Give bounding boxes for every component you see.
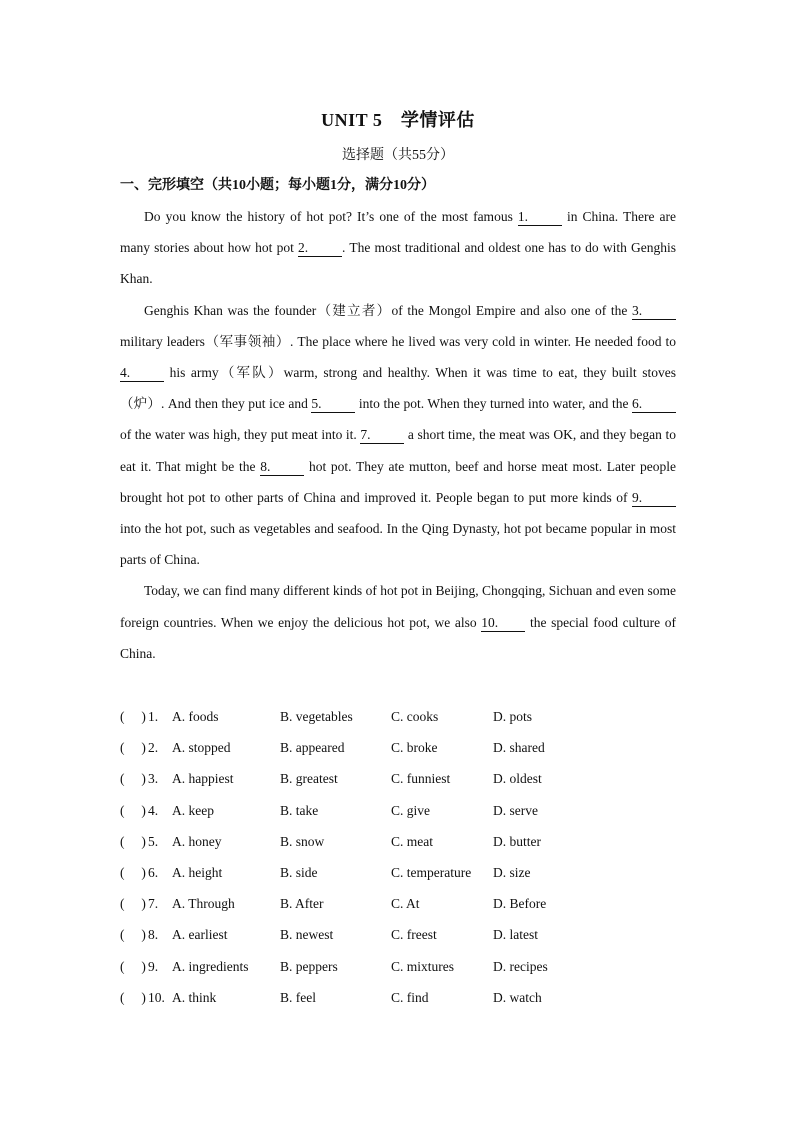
answer-box[interactable]: ( ) xyxy=(120,927,146,943)
option-d[interactable]: D. size xyxy=(493,864,531,880)
blank-10[interactable]: 10. xyxy=(481,615,525,632)
option-a[interactable]: A. Through xyxy=(172,896,235,912)
option-c[interactable]: C. cooks xyxy=(391,709,439,724)
passage-text: into the hot pot, such as vegetables and seafood. In the Qing Dynasty, hot pot became popular in most parts of China. xyxy=(120,521,676,568)
question-number: 4. xyxy=(148,802,159,818)
question-number: 9. xyxy=(148,958,159,974)
option-a[interactable]: A. earliest xyxy=(172,927,228,943)
blank-8[interactable]: 8. xyxy=(260,459,304,476)
option-b[interactable]: B. peppers xyxy=(280,958,338,974)
option-b[interactable]: B. side xyxy=(280,864,318,880)
option-d[interactable]: D. Before xyxy=(493,896,547,912)
blank-4[interactable]: 4. xyxy=(120,365,164,382)
option-b[interactable]: B. take xyxy=(280,802,319,818)
passage-text: the special food culture of China. xyxy=(120,614,676,661)
answer-box[interactable]: ( ) xyxy=(120,802,146,818)
question-row xyxy=(120,888,676,919)
question-number: 2. xyxy=(148,740,159,756)
question-number: 3. xyxy=(148,771,159,787)
option-d[interactable]: D. serve xyxy=(493,802,538,818)
option-c[interactable]: C. find xyxy=(391,989,429,1005)
answer-box[interactable]: ( ) xyxy=(120,989,146,1005)
page-subtitle: 选择题（共55分） xyxy=(342,148,454,163)
question-row xyxy=(120,919,676,950)
passage-paragraph-2 xyxy=(120,295,676,576)
page-title: UNIT 5 学情评估 xyxy=(321,110,475,130)
question-row xyxy=(120,763,676,794)
passage-text: Do you know the history of hot pot? It’s one of the most famous xyxy=(144,209,518,224)
question-row xyxy=(120,982,676,1013)
question-row xyxy=(120,795,676,826)
question-row xyxy=(120,732,676,763)
option-c[interactable]: C. temperature xyxy=(391,864,472,880)
option-a[interactable]: A. think xyxy=(172,989,217,1005)
option-c[interactable]: C. mixtures xyxy=(391,958,454,974)
answer-box[interactable]: ( ) xyxy=(120,833,146,849)
option-a[interactable]: A. stopped xyxy=(172,740,231,756)
blank-9[interactable]: 9. xyxy=(632,490,676,507)
option-d[interactable]: D. recipes xyxy=(493,958,548,974)
answer-box[interactable]: ( ) xyxy=(120,958,146,974)
option-c[interactable]: C. give xyxy=(391,802,430,818)
option-c[interactable]: C. meat xyxy=(391,833,433,849)
cloze-passage xyxy=(120,201,676,669)
option-b[interactable]: B. feel xyxy=(280,989,316,1005)
option-a[interactable]: A. happiest xyxy=(172,771,234,787)
answer-box[interactable]: ( ) xyxy=(120,771,146,787)
option-b[interactable]: B. vegetables xyxy=(280,709,353,724)
option-d[interactable]: D. watch xyxy=(493,989,542,1005)
section-heading: 一、完形填空（共10小题；每小题1分，满分10分） xyxy=(120,178,435,193)
blank-3[interactable]: 3. xyxy=(632,303,676,320)
question-row xyxy=(120,857,676,888)
passage-text: . The most traditional and oldest one has to do with Genghis Khan. xyxy=(120,240,676,287)
option-a[interactable]: A. keep xyxy=(172,802,214,818)
option-a[interactable]: A. height xyxy=(172,864,223,880)
option-b[interactable]: B. newest xyxy=(280,927,334,943)
option-a[interactable]: A. honey xyxy=(172,833,222,849)
answer-box[interactable]: ( ) xyxy=(120,740,146,756)
passage-text: a short time, the meat was OK, and they began to eat it. That might be the xyxy=(120,427,676,474)
question-number: 5. xyxy=(148,833,159,849)
question-number: 7. xyxy=(148,896,159,912)
question-row xyxy=(120,951,676,982)
answer-box[interactable]: ( ) xyxy=(120,896,146,912)
option-d[interactable]: D. pots xyxy=(493,709,533,724)
question-list xyxy=(120,701,676,1013)
question-number: 1. xyxy=(148,709,159,724)
option-c[interactable]: C. funniest xyxy=(391,771,451,787)
passage-text: hot pot. They ate mutton, beef and horse meat most. Later people brought hot pot to other parts of China and improved it. People began to put more kinds of xyxy=(120,458,676,505)
option-a[interactable]: A. ingredients xyxy=(172,958,249,974)
option-d[interactable]: D. oldest xyxy=(493,771,542,787)
passage-text: of the water was high, they put meat into it. xyxy=(120,427,361,443)
option-b[interactable]: B. snow xyxy=(280,833,325,849)
blank-7[interactable]: 7. xyxy=(360,427,404,444)
option-d[interactable]: D. butter xyxy=(493,833,541,849)
blank-5[interactable]: 5. xyxy=(311,396,355,413)
question-row xyxy=(120,701,676,732)
blank-1[interactable]: 1. xyxy=(518,209,562,226)
option-c[interactable]: C. At xyxy=(391,896,420,912)
passage-text: his army（军队）warm, strong and healthy. When it was time to eat, they built stoves（炉）. And then they put ice and xyxy=(120,365,676,412)
passage-text: Genghis Khan was the founder（建立者）of the Mongol Empire and also one of the xyxy=(144,302,632,318)
option-a[interactable]: A. foods xyxy=(172,709,219,724)
passage-paragraph-1 xyxy=(120,201,676,295)
answer-box[interactable]: ( ) xyxy=(120,864,146,880)
passage-text: military leaders（军事领袖）. The place where he lived was very cold in winter. He needed food to xyxy=(120,333,676,349)
question-number: 10. xyxy=(148,989,165,1005)
option-c[interactable]: C. freest xyxy=(391,927,437,943)
option-d[interactable]: D. shared xyxy=(493,740,545,756)
option-b[interactable]: B. After xyxy=(280,896,324,912)
option-b[interactable]: B. appeared xyxy=(280,740,345,756)
blank-6[interactable]: 6. xyxy=(632,396,676,413)
passage-text: Today, we can find many different kinds of hot pot in Beijing, Chongqing, Sichuan and even some foreign countries. When we enjoy the delicious hot pot, we also xyxy=(120,583,676,630)
option-d[interactable]: D. latest xyxy=(493,927,538,943)
question-row xyxy=(120,826,676,857)
option-c[interactable]: C. broke xyxy=(391,740,438,756)
option-b[interactable]: B. greatest xyxy=(280,771,338,787)
passage-text: in China. There are many stories about how hot pot xyxy=(120,209,676,256)
passage-paragraph-3 xyxy=(120,575,676,669)
question-number: 6. xyxy=(148,864,159,880)
blank-2[interactable]: 2. xyxy=(298,240,342,257)
passage-text: into the pot. When they turned into water, and the xyxy=(355,396,632,412)
answer-box[interactable]: ( ) xyxy=(120,709,146,724)
question-number: 8. xyxy=(148,927,159,943)
